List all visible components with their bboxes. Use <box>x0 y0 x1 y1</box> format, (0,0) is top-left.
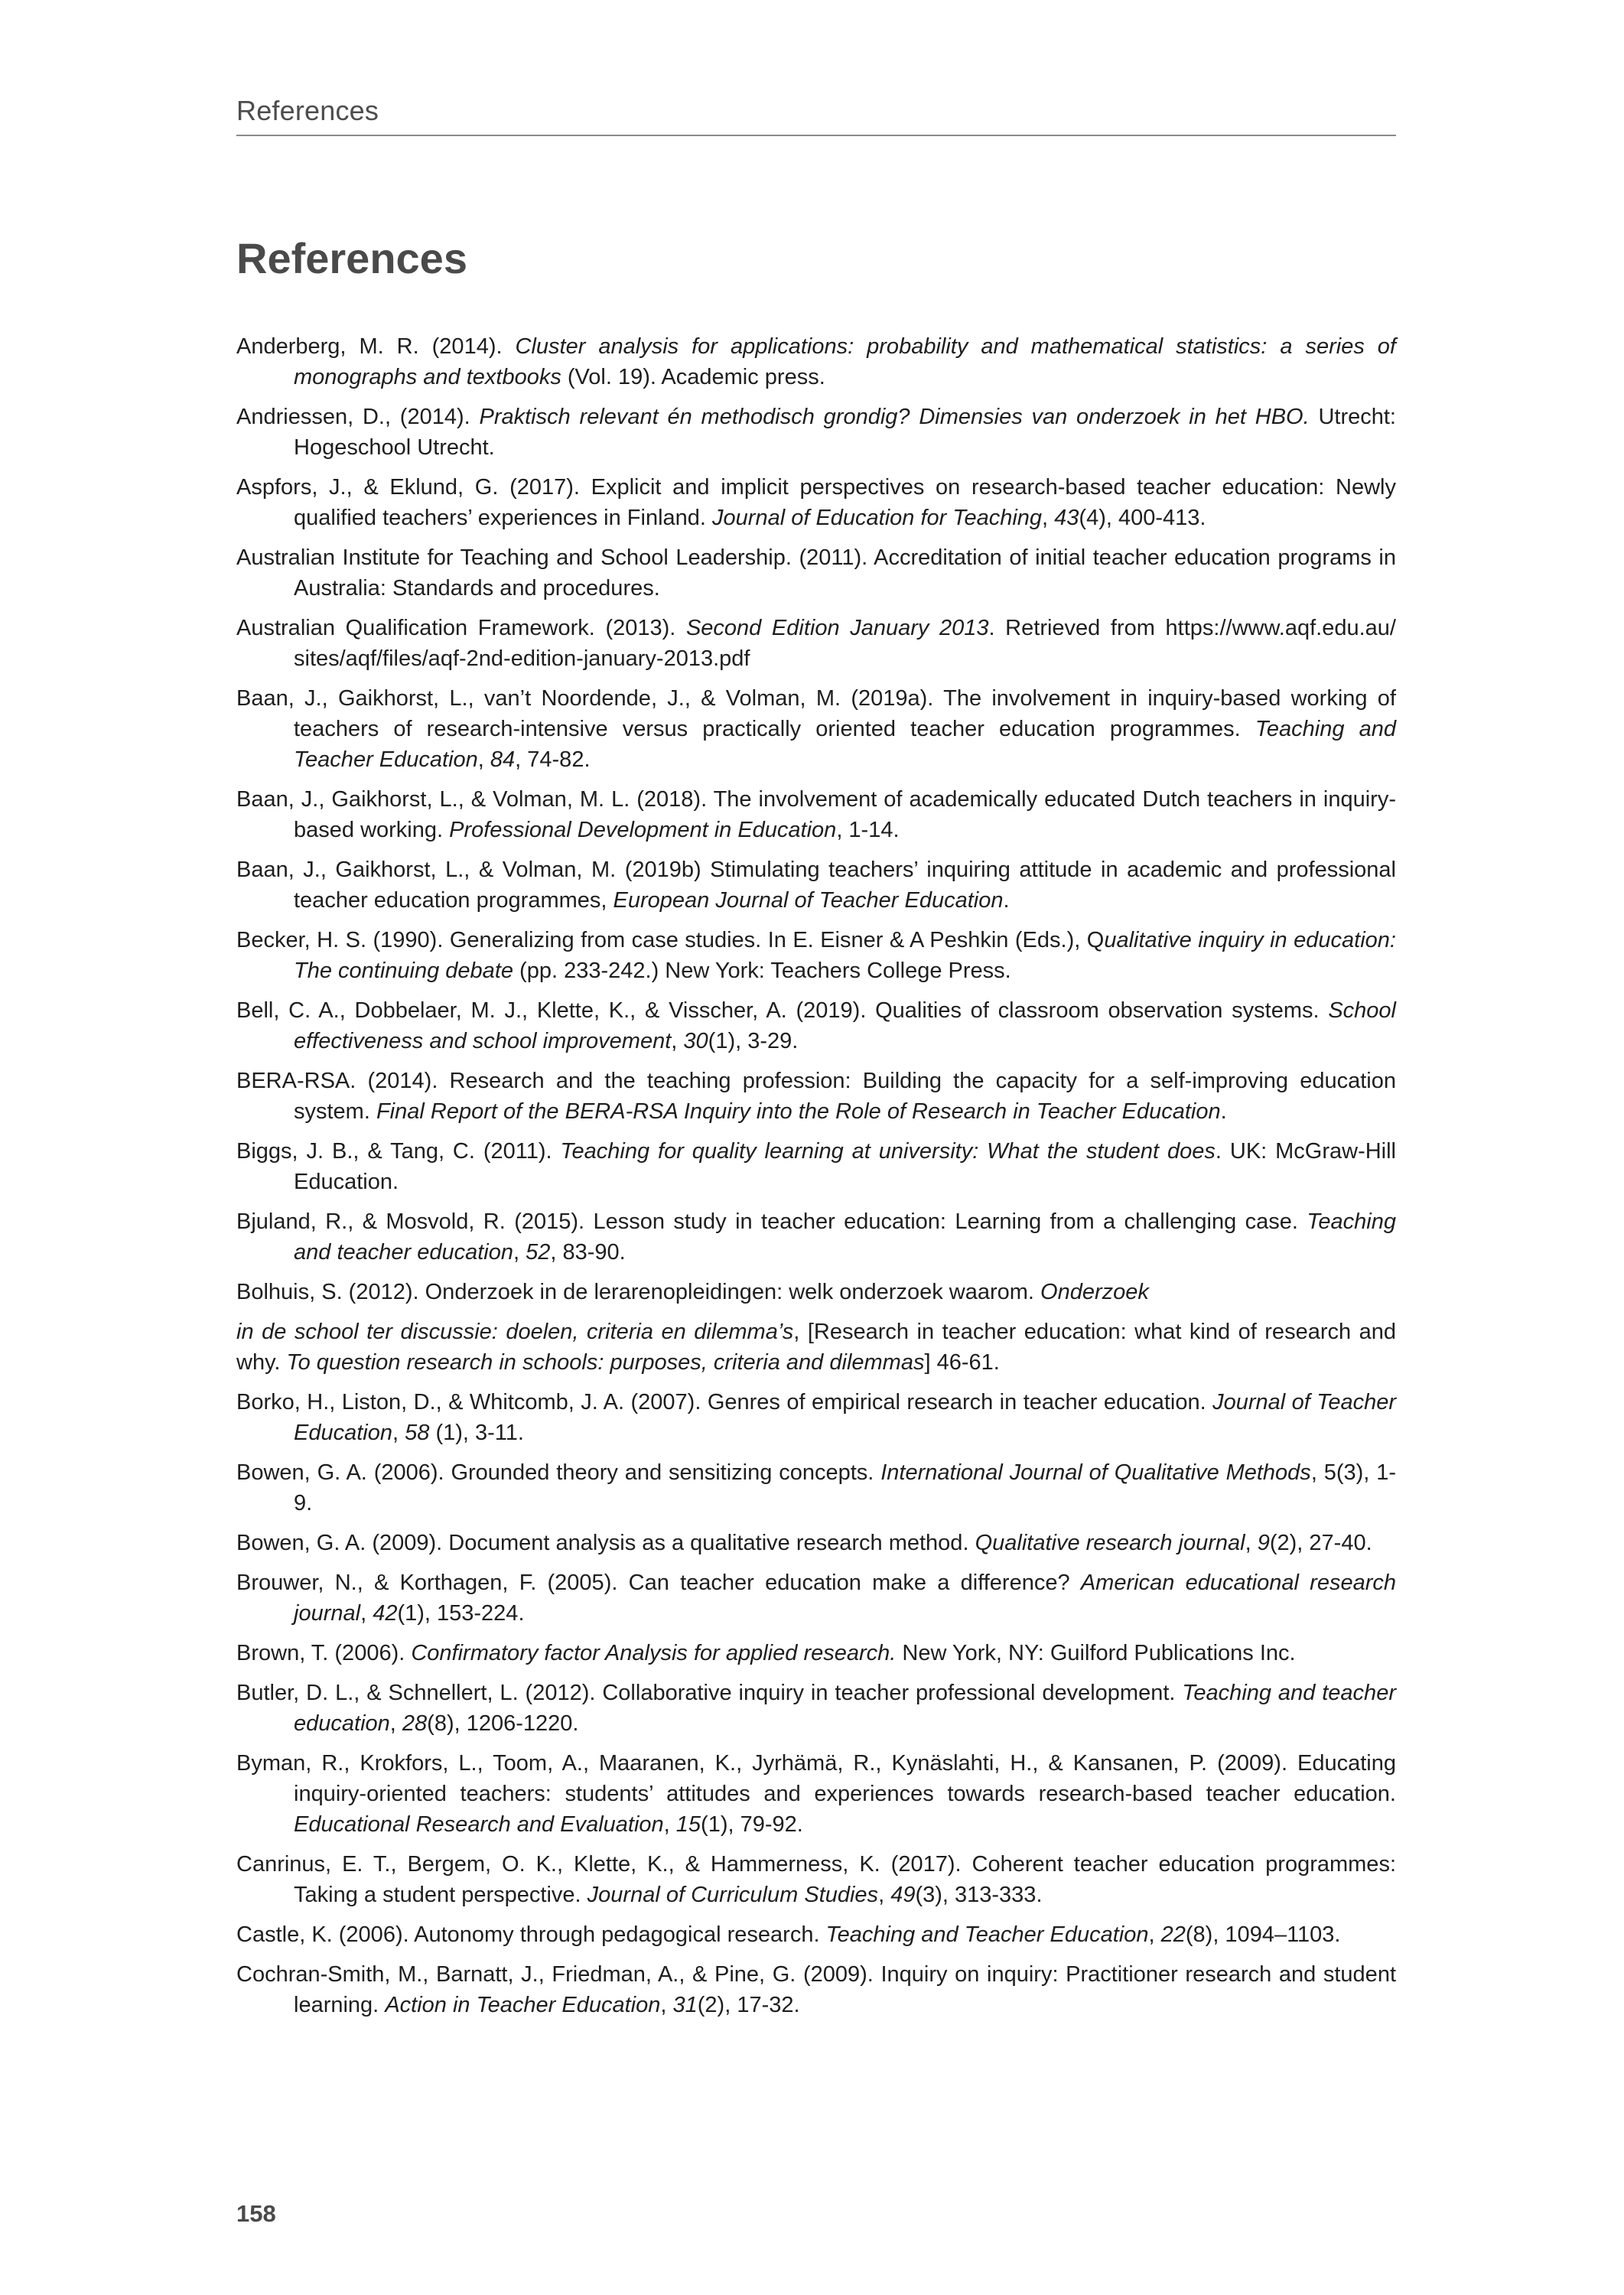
reference-italic-text: 31 <box>672 1993 698 2017</box>
reference-entry <box>236 1959 1396 2020</box>
reference-italic-text: Teaching and Teacher Education <box>294 717 1396 772</box>
reference-text: , <box>1148 1922 1161 1947</box>
reference-text: Anderberg, M. R. (2014). <box>236 334 516 359</box>
reference-italic-text: 28 <box>402 1711 428 1736</box>
reference-text: New York, NY: Guilford Publications Inc. <box>896 1641 1296 1665</box>
reference-text: (1), 79-92. <box>701 1812 803 1837</box>
reference-italic-text: 42 <box>373 1601 398 1626</box>
reference-text: (Vol. 19). Academic press. <box>561 365 825 389</box>
reference-italic-text: Qualitative research journal <box>975 1531 1245 1555</box>
reference-italic-text: Teaching and Teacher Education <box>825 1922 1149 1947</box>
reference-entry <box>236 1678 1396 1739</box>
reference-text: Australian Qualification Framework. (2013). <box>236 616 686 640</box>
reference-entry <box>236 1387 1396 1448</box>
reference-text: (2), 27-40. <box>1269 1531 1372 1555</box>
reference-entry <box>236 784 1396 845</box>
reference-text: Becker, H. S. (1990). Generalizing from case studies. In E. Eisner & A Peshkin (Eds.), Q <box>236 928 1105 952</box>
reference-entry <box>236 1638 1396 1668</box>
reference-text: Cochran-Smith, M., Barnatt, J., Friedman, A., & Pine, G. (2009). Inquiry on inquiry: Practitioner research and student learning. <box>236 1962 1396 2017</box>
reference-text: Castle, K. (2006). Autonomy through pedagogical research. <box>236 1922 826 1947</box>
reference-text: Bell, C. A., Dobbelaer, M. J., Klette, K., & Visscher, A. (2019). Qualities of classroom observation systems. <box>236 998 1329 1023</box>
reference-entry <box>236 1457 1396 1519</box>
reference-text: , <box>360 1601 373 1626</box>
reference-italic-text: Teaching and teacher education <box>294 1209 1396 1265</box>
reference-italic-text: Professional Development in Education <box>449 818 837 842</box>
reference-text: , <box>660 1993 673 2017</box>
reference-italic-text: American educational research journal <box>294 1571 1396 1626</box>
reference-italic-text: To question research in schools: purposes, criteria and dilemmas <box>286 1350 925 1375</box>
reference-text: Baan, J., Gaikhorst, L., & Volman, M. L. (2018). The involvement of academically educated Dutch teachers in inquiry-based working. <box>236 787 1396 842</box>
reference-text: Australian Institute for Teaching and School Leadership. (2011). Accreditation of initial teacher education programs in Australia: Standards and procedures. <box>236 545 1396 601</box>
reference-text: (pp. 233-242.) New York: Teachers College Press. <box>513 959 1011 983</box>
reference-italic-text: 52 <box>526 1240 551 1265</box>
reference-entry <box>236 472 1396 533</box>
reference-text: , [Research in teacher education: what kind of research and why. <box>236 1320 1396 1375</box>
reference-italic-text: Cluster analysis for applications: probability and mathematical statistics: a series of monographs and textbooks <box>294 334 1396 389</box>
reference-italic-text: 22 <box>1160 1922 1186 1947</box>
reference-text: (1), 153-224. <box>397 1601 525 1626</box>
reference-text: (1), 3-29. <box>708 1029 799 1053</box>
reference-entry <box>236 1317 1396 1378</box>
reference-text: . <box>1003 888 1010 913</box>
reference-text: , 1-14. <box>836 818 900 842</box>
reference-text: Byman, R., Krokfors, L., Toom, A., Maaranen, K., Jyrhämä, R., Kynäslahti, H., & Kansanen, P. (2009). Educating inquiry-oriented teachers: students’ attitudes and experiences towards research-based teacher education. <box>236 1751 1396 1806</box>
reference-italic-text: European Journal of Teacher Education <box>613 888 1004 913</box>
reference-italic-text: 30 <box>683 1029 708 1053</box>
reference-text: . UK: McGraw-Hill Education. <box>294 1139 1396 1194</box>
reference-text: , <box>513 1240 526 1265</box>
reference-text: Bowen, G. A. (2009). Document analysis as a qualitative research method. <box>236 1531 975 1555</box>
reference-text: Brown, T. (2006). <box>236 1641 412 1665</box>
reference-text: BERA-RSA. (2014). Research and the teaching profession: Building the capacity for a self-improving education system. <box>236 1069 1396 1124</box>
reference-entry <box>236 1919 1396 1950</box>
reference-italic-text: Confirmatory factor Analysis for applied research. <box>411 1641 897 1665</box>
reference-italic-text: 84 <box>490 747 516 772</box>
reference-text: (1), 3-11. <box>429 1421 524 1445</box>
reference-text: (8), 1206-1220. <box>427 1711 579 1736</box>
reference-entry <box>236 925 1396 986</box>
reference-entry <box>236 542 1396 604</box>
reference-italic-text: Onderzoek <box>1040 1280 1149 1304</box>
reference-italic-text: School effectiveness and school improvement <box>294 998 1396 1053</box>
reference-entry <box>236 613 1396 674</box>
running-header: References <box>236 95 379 126</box>
reference-entry <box>236 331 1396 392</box>
reference-text: , <box>392 1421 405 1445</box>
reference-italic-text: ualitative inquiry in education: The continuing debate <box>294 928 1396 983</box>
reference-text: Biggs, J. B., & Tang, C. (2011). <box>236 1139 561 1164</box>
reference-text: Borko, H., Liston, D., & Whitcomb, J. A. (2007). Genres of empirical research in teacher education. <box>236 1390 1213 1414</box>
reference-text: , 83-90. <box>550 1240 626 1265</box>
reference-entry <box>236 1567 1396 1629</box>
reference-text: Andriessen, D., (2014). <box>236 405 480 429</box>
reference-text: Utrecht: Hogeschool Utrecht. <box>294 405 1396 460</box>
reference-text: Canrinus, E. T., Bergem, O. K., Klette, K., & Hammerness, K. (2017). Coherent teacher education programmes: Taking a student perspective. <box>236 1852 1396 1907</box>
reference-italic-text: Teaching and teacher education <box>294 1681 1396 1736</box>
reference-italic-text: Educational Research and Evaluation <box>294 1812 664 1837</box>
reference-italic-text: Action in Teacher Education <box>385 1993 661 2017</box>
reference-italic-text: Journal of Teacher Education <box>294 1390 1396 1445</box>
reference-italic-text: International Journal of Qualitative Methods <box>880 1460 1311 1485</box>
reference-text: , <box>878 1883 891 1907</box>
reference-entry <box>236 1206 1396 1268</box>
reference-italic-text: 43 <box>1054 506 1079 530</box>
reference-text: , <box>663 1812 676 1837</box>
reference-text: (8), 1094–1103. <box>1185 1922 1341 1947</box>
reference-italic-text: 49 <box>890 1883 916 1907</box>
reference-text: Butler, D. L., & Schnellert, L. (2012). Collaborative inquiry in teacher professional development. <box>236 1681 1183 1705</box>
reference-entry <box>236 1748 1396 1840</box>
reference-italic-text: 15 <box>675 1812 701 1837</box>
reference-text: Aspfors, J., & Eklund, G. (2017). Explicit and implicit perspectives on research-based teacher education: Newly qualified teachers’ experiences in Finland. <box>236 475 1396 530</box>
reference-italic-text: Second Edition January 2013 <box>685 616 989 640</box>
reference-text: Baan, J., Gaikhorst, L., & Volman, M. (2019b) Stimulating teachers’ inquiring attitude in academic and professional teacher education programmes, <box>236 858 1396 913</box>
reference-italic-text: in de school ter discussie: doelen, criteria en dilemma’s <box>236 1320 794 1344</box>
reference-text: . Retrieved from https://www.aqf.edu.au/ sites/aqf/files/aqf-2nd-edition-january-2013.pdf <box>294 616 1396 671</box>
reference-text: Baan, J., Gaikhorst, L., van’t Noordende, J., & Volman, M. (2019a). The involvement in inquiry-based working of teachers of research-intensive versus practically oriented teacher education programmes. <box>236 686 1396 741</box>
reference-text: ] 46-61. <box>924 1350 1000 1375</box>
reference-list <box>236 331 1396 2030</box>
reference-italic-text: Journal of Education for Teaching <box>712 506 1043 530</box>
reference-entry <box>236 1277 1396 1307</box>
reference-italic-text: 58 <box>405 1421 430 1445</box>
reference-text: , <box>1245 1531 1258 1555</box>
reference-text: , <box>389 1711 402 1736</box>
reference-entry <box>236 1066 1396 1127</box>
reference-entry <box>236 855 1396 916</box>
reference-text: , 5(3), 1-9. <box>294 1460 1396 1515</box>
reference-italic-text: Praktisch relevant én methodisch grondig? Dimensies van onderzoek in het HBO. <box>479 405 1310 429</box>
reference-text: , <box>1042 506 1055 530</box>
reference-text: (3), 313-333. <box>915 1883 1043 1907</box>
reference-text: (4), 400-413. <box>1079 506 1206 530</box>
reference-entry <box>236 1136 1396 1197</box>
reference-text: , <box>477 747 490 772</box>
reference-italic-text: 9 <box>1257 1531 1270 1555</box>
reference-italic-text: Teaching for quality learning at university: What the student does <box>560 1139 1216 1164</box>
reference-italic-text: Final Report of the BERA-RSA Inquiry into the Role of Research in Teacher Education <box>376 1099 1221 1124</box>
reference-text: , <box>671 1029 684 1053</box>
reference-text: Bowen, G. A. (2006). Grounded theory and sensitizing concepts. <box>236 1460 881 1485</box>
reference-entry <box>236 1528 1396 1558</box>
reference-entry <box>236 683 1396 775</box>
reference-text: Bolhuis, S. (2012). Onderzoek in de lerarenopleidingen: welk onderzoek waarom. <box>236 1280 1041 1304</box>
page-title: References <box>236 234 467 282</box>
reference-text: Bjuland, R., & Mosvold, R. (2015). Lesson study in teacher education: Learning from a challenging case. <box>236 1209 1307 1234</box>
reference-italic-text: Journal of Curriculum Studies <box>587 1883 879 1907</box>
reference-text: . <box>1220 1099 1227 1124</box>
reference-text: , 74-82. <box>515 747 591 772</box>
reference-text: (2), 17-32. <box>697 1993 800 2017</box>
page-number: 158 <box>236 2200 276 2227</box>
reference-text: Brouwer, N., & Korthagen, F. (2005). Can teacher education make a difference? <box>236 1571 1081 1595</box>
reference-entry <box>236 1849 1396 1910</box>
header-divider <box>236 135 1396 136</box>
reference-entry <box>236 402 1396 463</box>
reference-entry <box>236 995 1396 1056</box>
